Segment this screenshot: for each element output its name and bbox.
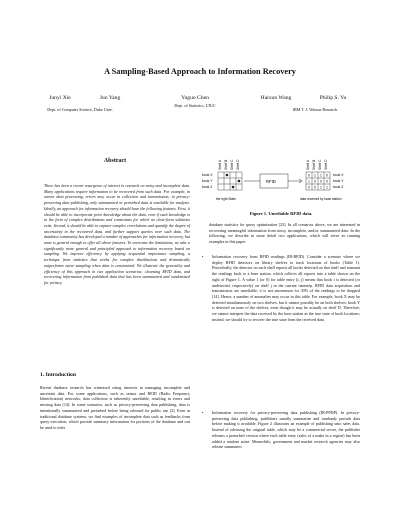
author-5 <box>298 95 368 101</box>
abstract-heading: Abstract <box>103 158 127 164</box>
row-label: book Z <box>202 185 213 189</box>
author-affiliation-2 <box>260 105 370 112</box>
affiliation: Dept. of Statistics, UIUC <box>174 102 216 108</box>
row-label: book Z <box>333 185 344 189</box>
author-3 <box>150 95 240 108</box>
rfid-label: RFID <box>266 179 276 184</box>
svg-text:1: 1 <box>314 173 316 178</box>
svg-text:0: 0 <box>320 179 322 184</box>
paper-title: A Sampling-Based Approach to Information Recovery <box>104 67 296 76</box>
figure-rfid-diagram <box>202 156 360 208</box>
svg-text:0: 0 <box>308 185 310 190</box>
bullet-ir-ppdp: Information recovery for privacy-preserving data publishing (IR-PPDP). In privacy-preserving data publishing, publishers usually summarize and randomly perturb data before making it available. Figure 2 illustrates an example of publishing unto sales data. Instead of releasing the original table, which may be a commercial secret, the publisher releases a perturbed version where each table entry (sales of a make in a region) has been added a random noise. Meanwhile, government and market research agencies may also release summaries <box>212 410 360 450</box>
section-text: Recent database research has witnessed rising interests in managing incomplete and uncertain data. For some applications, such as sensor and RFID (Radio Frequency Identification) networks, data collection is inherently unreliable, resulting in errors and missing data [14]. In some scenarios, such as privacy-preserving data publishing, data is intentionally summarized and perturbed before being released for public use [2]. Even in traditional database systems, we find examples of incomplete data such as feedbacks from query execution, which provide summary information for portions of the database and can be used to infer <box>40 385 190 430</box>
author-name: Jun Yang <box>99 95 121 101</box>
svg-text:0: 0 <box>326 173 328 178</box>
author-name: Yuguo Chen <box>181 95 209 101</box>
svg-text:1: 1 <box>320 173 322 178</box>
section-heading: 1. Introduction <box>40 372 76 378</box>
author-name: Junyi Xie <box>49 95 71 101</box>
figure-caption: Figure 1. Unreliable RFID data. <box>249 211 313 216</box>
bullet-ir-rfid: Information recovery from RFID readings (IR-RFID). Consider a scenario where we deploy RFID detectors on library shelves to track locations of books (Table 1). Periodically, the detector on each shelf reports all books detected on that shelf and transmit the readings back to a base station, which collects all reports into a table shown on the right of Figure 1. A value 1 (or 0) for table entry (i, j) means that book i is detected (or undetected, respectively) on shelf j in the current timestep. RFID data acquisition and transmission are unreliable; it is not uncommon for 30% of the readings to be dropped [14]. Hence, a number of anomalies may occur in this table. For example, book X may be detected simultaneously on two shelves, but it cannot possibly be on both shelves; book Y is detected on none of the shelves, even though it may be actually on shelf D. Therefore, we cannot interpret the data received by the base station as the true state of book locations; instead, we should try to recover the true state from the received data. <box>212 254 360 322</box>
author-4 <box>246 95 306 101</box>
right-caption: data received by base station <box>300 197 342 201</box>
svg-text:1: 1 <box>320 185 322 190</box>
row-label: book X <box>333 173 344 177</box>
row-label: book X <box>202 173 213 177</box>
author-2 <box>58 95 138 101</box>
shelf-label: Shelf A <box>218 159 222 170</box>
svg-text:0: 0 <box>314 185 316 190</box>
shelf-label: Shelf A <box>306 159 310 170</box>
svg-text:1: 1 <box>308 179 310 184</box>
bullet-icon: • <box>202 410 204 415</box>
right-intro-text: database statistics for query optimization [23]. In all scenarios above, we are interested in recovering meaningful information from noisy, incomplete, and/or summarized data. In the following, we describe in more detail two applications, which will serve as running examples in this paper. <box>209 222 360 245</box>
affiliation: IBM T. J. Watson Research <box>292 106 338 112</box>
affiliation: Dept. of Computer Science, Duke Univ. <box>47 106 113 112</box>
shelf-label: Shelf D <box>324 159 328 170</box>
shelf-label: Shelf D <box>236 159 240 170</box>
row-label: book Y <box>202 179 213 183</box>
svg-text:0: 0 <box>314 179 316 184</box>
svg-text:1: 1 <box>326 185 328 190</box>
shelf-label: Shelf B <box>312 159 316 170</box>
shelf-label: Shelf C <box>318 159 322 170</box>
svg-text:0: 0 <box>308 173 310 178</box>
svg-text:0: 0 <box>326 179 328 184</box>
left-caption: the right State <box>216 197 236 201</box>
shelf-label: Shelf B <box>224 159 228 170</box>
row-label: book Y <box>333 179 344 183</box>
shelf-label: Shelf C <box>230 159 234 170</box>
author-name: Haixun Wang <box>260 95 292 101</box>
author-affiliation-1 <box>20 105 140 112</box>
bullet-icon: • <box>202 254 204 259</box>
author-name: Philip S. Yu <box>319 95 347 101</box>
abstract-text: There has been a recent resurgence of interest in research on noisy and incomplete data. Many applications require information to be recovered from such data. For example, in sensor data processing, errors may occur in collection and transmission; in privacy-preserving data publishing, only summarized or perturbed data is available for analysis. Ideally, an approach for information recovery should have the following features. First, it should be able to incorporate prior knowledge about the data, even if such knowledge is in the form of complex distributions and constraints for which no close-form solutions exist. Second, it should be able to capture complex correlations and quantify the degree of uncertainty in the recovered data, and further support queries over such data. The database community has developed a number of approaches for information recovery, but none is general enough to offer all above features. To overcome the limitations, we take a significantly more general and principled approach to information recovery based on sampling. We improve efficiency by applying sequential importance sampling, a technique from statistics that works for complex distributions and dramatically outperforms naive sampling when data is constrained. We illustrate the generality and efficiency of this approach in two application scenarios: cleansing RFID data, and recovering information from published data that has been summarized and randomized for privacy. <box>44 183 190 285</box>
